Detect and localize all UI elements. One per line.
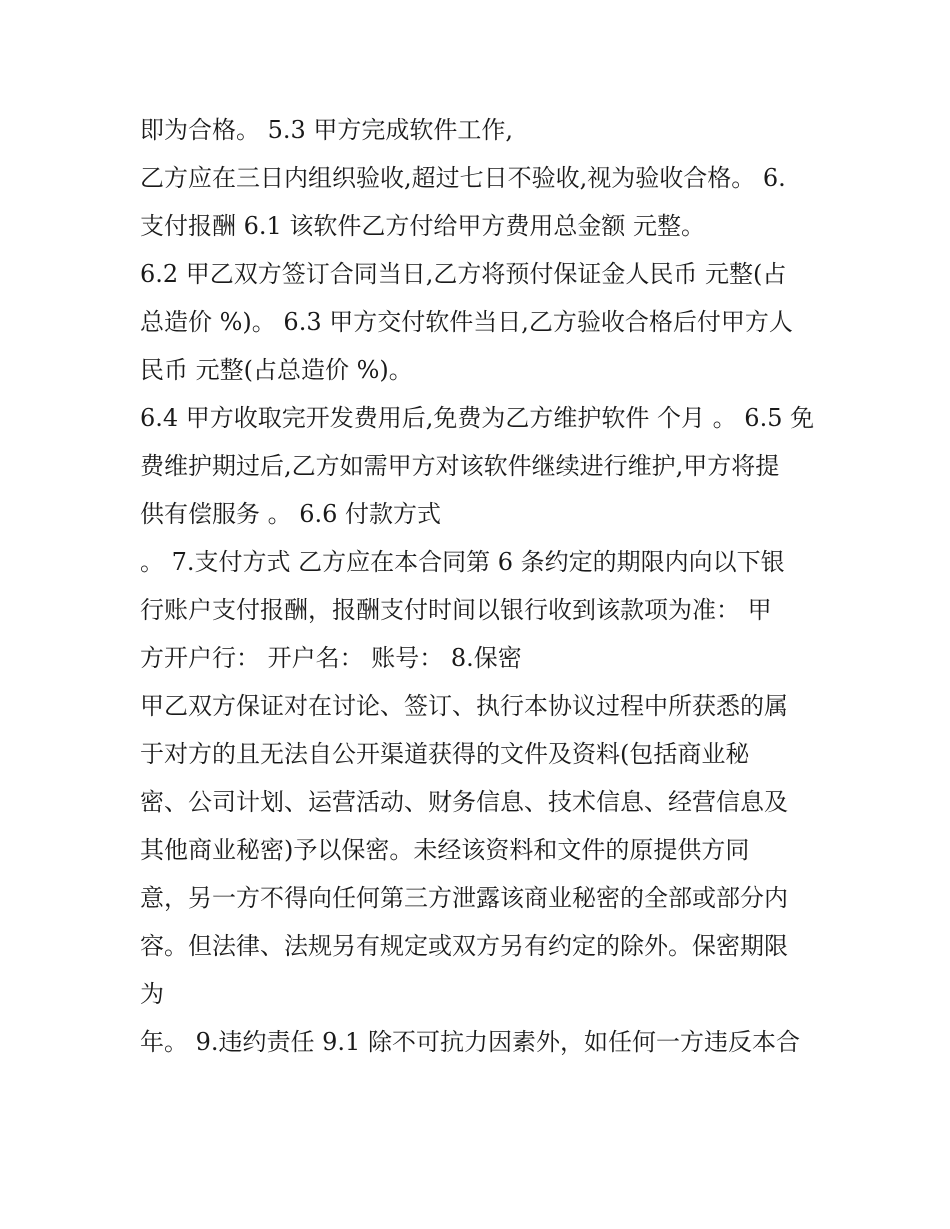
text-line: 费维护期过后,乙方如需甲方对该软件继续进行维护,甲方将提 [140, 452, 780, 480]
text-line: 其他商业秘密)予以保密。未经该资料和文件的原提供方同 [140, 836, 750, 864]
text-line: 支付报酬 6.1 该软件乙方付给甲方费用总金额 元整。 [140, 212, 706, 240]
text-line: 。 7.支付方式 乙方应在本合同第 6 条约定的期限内向以下银 [140, 548, 785, 576]
text-line: 为 [140, 980, 164, 1008]
text-line: 6.2 甲乙双方签订合同当日,乙方将预付保证金人民币 元整(占 [140, 260, 787, 288]
text-line: 甲乙双方保证对在讨论、签订、执行本协议过程中所获悉的属 [140, 692, 788, 720]
text-line: 密、公司计划、运营活动、财务信息、技术信息、经营信息及 [140, 788, 788, 816]
text-line: 年。 9.违约责任 9.1 除不可抗力因素外，如任何一方违反本合 [140, 1028, 800, 1056]
text-line: 乙方应在三日内组织验收,超过七日不验收,视为验收合格。 6. [140, 164, 786, 192]
text-line: 意，另一方不得向任何第三方泄露该商业秘密的全部或部分内 [140, 884, 788, 912]
text-line: 行账户支付报酬，报酬支付时间以银行收到该款项为准： 甲 [140, 596, 772, 624]
text-line: 供有偿服务 。 6.6 付款方式 [140, 500, 442, 528]
text-line: 即为合格。 5.3 甲方完成软件工作, [140, 116, 514, 144]
contract-text-body [140, 106, 820, 1066]
text-line: 民币 元整(占总造价 %)。 [140, 356, 413, 384]
text-line: 于对方的且无法自公开渠道获得的文件及资料(包括商业秘 [140, 740, 750, 768]
text-line: 6.4 甲方收取完开发费用后,免费为乙方维护软件 个月 。 6.5 免 [140, 404, 815, 432]
text-line: 容。但法律、法规另有规定或双方另有约定的除外。保密期限 [140, 932, 788, 960]
text-line: 总造价 %)。 6.3 甲方交付软件当日,乙方验收合格后付甲方人 [140, 308, 793, 336]
text-line: 方开户行： 开户名： 账号： 8.保密 [140, 644, 522, 672]
